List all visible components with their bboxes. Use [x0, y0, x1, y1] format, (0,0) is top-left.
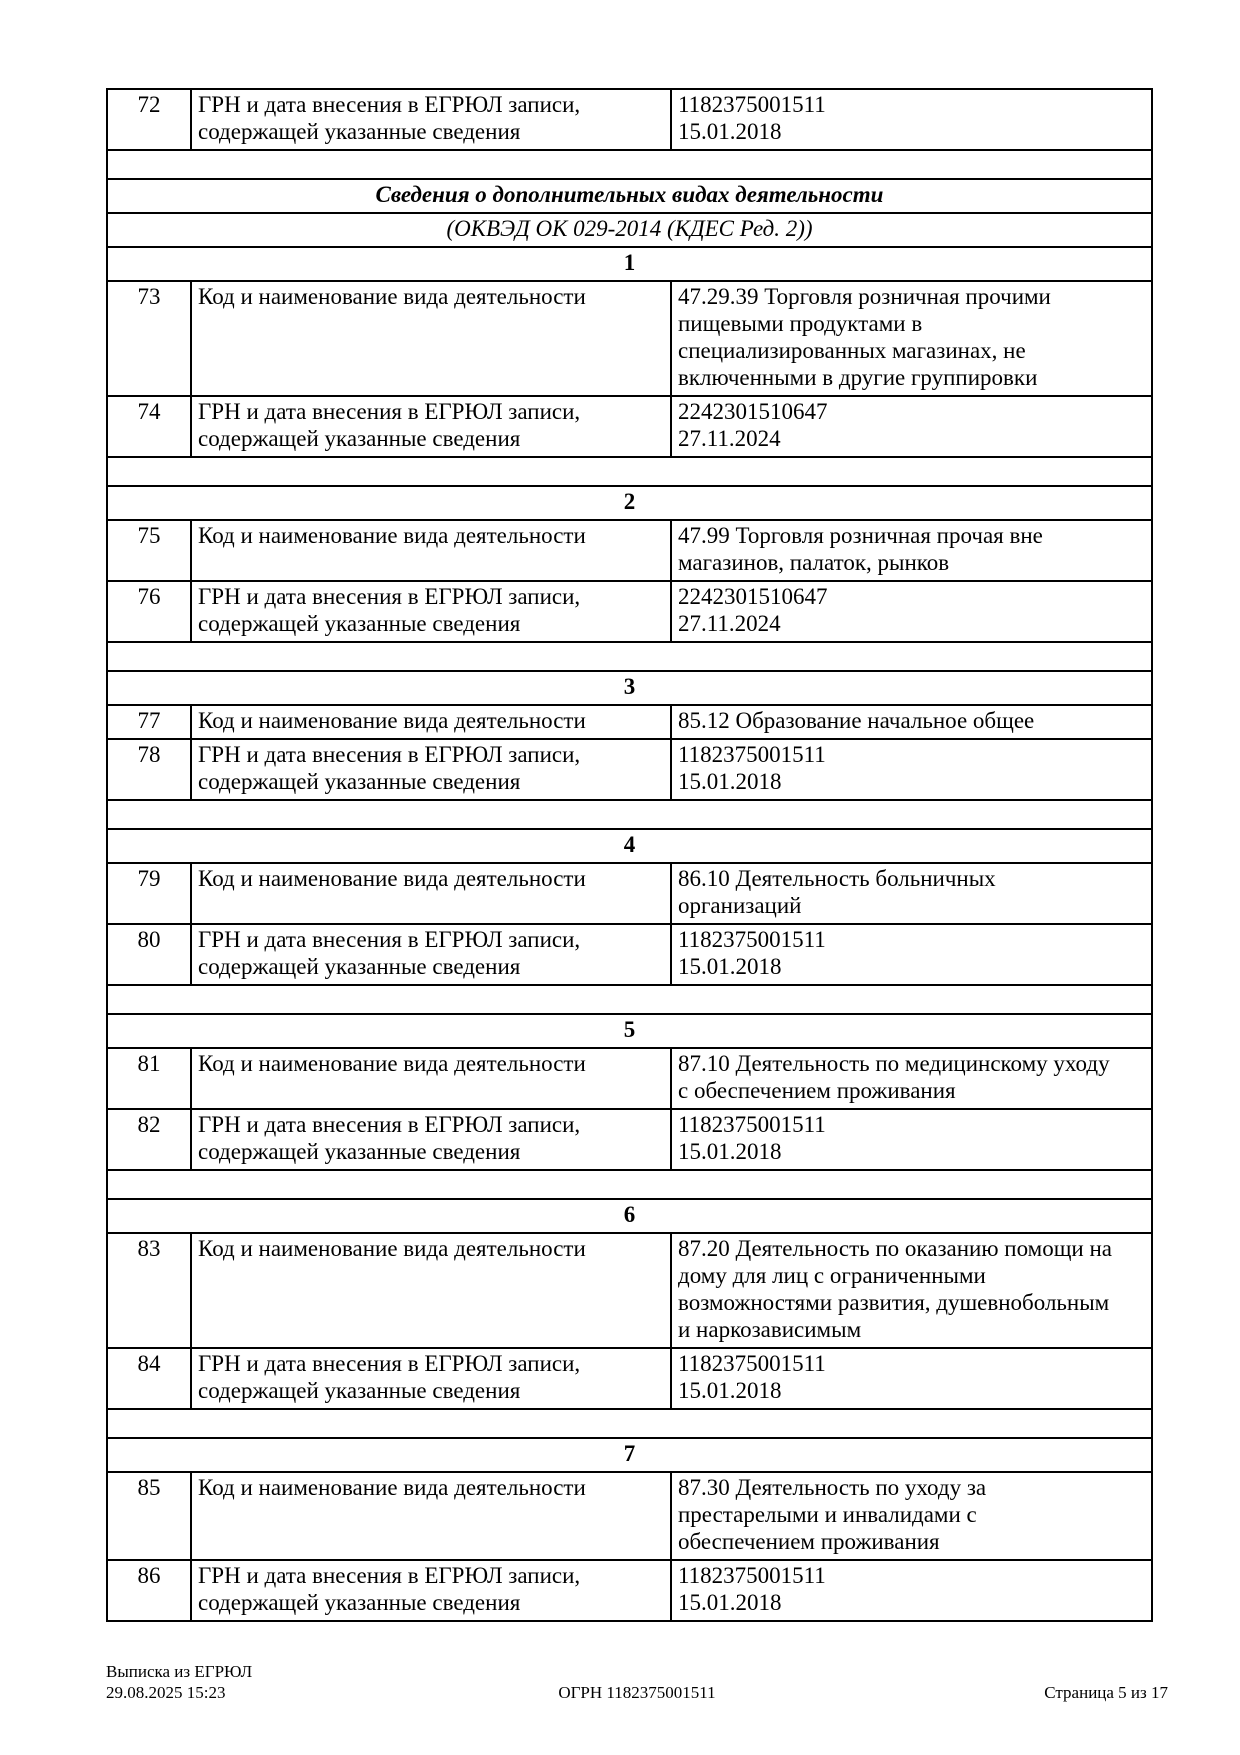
- row-value-line: 47.99 Торговля розничная прочая вне: [678, 523, 1043, 548]
- row-value: [671, 1472, 1152, 1560]
- row-number: 82: [107, 1109, 191, 1170]
- table-row: [107, 705, 1152, 739]
- row-value-line: 27.11.2024: [678, 611, 781, 636]
- row-value-line: 15.01.2018: [678, 954, 782, 979]
- section-number-header: 7: [107, 1438, 1152, 1472]
- row-value-line: и наркозависимым: [678, 1317, 862, 1342]
- table-row: [107, 520, 1152, 581]
- doc-section-title: Сведения о дополнительных видах деятельности: [107, 179, 1152, 213]
- row-value-line: с обеспечением проживания: [678, 1078, 956, 1103]
- table-row: [107, 1233, 1152, 1348]
- row-value: [671, 581, 1152, 642]
- row-value-line: 87.20 Деятельность по оказанию помощи на: [678, 1236, 1113, 1261]
- row-value-line: 15.01.2018: [678, 1590, 782, 1615]
- table-row: [107, 1109, 1152, 1170]
- row-number: 78: [107, 739, 191, 800]
- row-label: ГРН и дата внесения в ЕГРЮЛ записи, содержащей указанные сведения: [191, 581, 671, 642]
- row-label: Код и наименование вида деятельности: [191, 520, 671, 581]
- row-number: 85: [107, 1472, 191, 1560]
- doc-section-subtitle: (ОКВЭД ОК 029-2014 (КДЕС Ред. 2)): [107, 213, 1152, 247]
- row-value-line: 1182375001511: [678, 92, 826, 117]
- row-label: ГРН и дата внесения в ЕГРЮЛ записи, содержащей указанные сведения: [191, 924, 671, 985]
- footer-page-number: Страница 5 из 17: [1044, 1683, 1168, 1702]
- table-row: [107, 924, 1152, 985]
- footer-ogrn: ОГРН 1182375001511: [558, 1683, 716, 1702]
- section-number-header: 3: [107, 671, 1152, 705]
- spacer-row: [107, 1170, 1152, 1199]
- table-row: [107, 863, 1152, 924]
- footer-doc-type: Выписка из ЕГРЮЛ: [106, 1662, 253, 1681]
- row-value-line: включенными в другие группировки: [678, 365, 1038, 390]
- row-label: Код и наименование вида деятельности: [191, 1472, 671, 1560]
- row-value-line: пищевыми продуктами в: [678, 311, 923, 336]
- table-row: [107, 1560, 1152, 1621]
- row-value: [671, 1233, 1152, 1348]
- row-label: ГРН и дата внесения в ЕГРЮЛ записи, содержащей указанные сведения: [191, 396, 671, 457]
- row-value-line: 1182375001511: [678, 742, 826, 767]
- section-number-header: 5: [107, 1014, 1152, 1048]
- row-value-line: престарелыми и инвалидами с: [678, 1502, 977, 1527]
- row-value-line: 15.01.2018: [678, 119, 782, 144]
- row-value-line: специализированных магазинах, не: [678, 338, 1026, 363]
- spacer-row: [107, 800, 1152, 829]
- row-value-line: возможностями развития, душевнобольным: [678, 1290, 1110, 1315]
- table-row: [107, 581, 1152, 642]
- row-number: 86: [107, 1560, 191, 1621]
- section-number-header: 1: [107, 247, 1152, 281]
- row-number: 83: [107, 1233, 191, 1348]
- row-value: [671, 281, 1152, 396]
- row-label: Код и наименование вида деятельности: [191, 863, 671, 924]
- row-number: 80: [107, 924, 191, 985]
- row-label: ГРН и дата внесения в ЕГРЮЛ записи, содержащей указанные сведения: [191, 1348, 671, 1409]
- row-value: [671, 396, 1152, 457]
- row-value-line: 86.10 Деятельность больничных: [678, 866, 996, 891]
- row-number: 73: [107, 281, 191, 396]
- row-value-line: 15.01.2018: [678, 769, 782, 794]
- table-row: [107, 1472, 1152, 1560]
- row-value-line: 15.01.2018: [678, 1139, 782, 1164]
- table-row: [107, 396, 1152, 457]
- table-row: [107, 739, 1152, 800]
- row-label: ГРН и дата внесения в ЕГРЮЛ записи, содержащей указанные сведения: [191, 739, 671, 800]
- row-value-line: 1182375001511: [678, 1351, 826, 1376]
- row-number: 84: [107, 1348, 191, 1409]
- row-value: [671, 863, 1152, 924]
- row-label: Код и наименование вида деятельности: [191, 1048, 671, 1109]
- row-value-line: 87.10 Деятельность по медицинскому уходу: [678, 1051, 1110, 1076]
- page-footer: [106, 1661, 1168, 1703]
- row-value-line: 27.11.2024: [678, 426, 781, 451]
- table-row: [107, 281, 1152, 396]
- row-value-line: 1182375001511: [678, 927, 826, 952]
- row-value-line: 87.30 Деятельность по уходу за: [678, 1475, 987, 1500]
- row-value-line: обеспечением проживания: [678, 1529, 940, 1554]
- spacer-row: [107, 150, 1152, 179]
- row-number: 76: [107, 581, 191, 642]
- row-value-line: организаций: [678, 893, 802, 918]
- row-value: [671, 705, 1152, 739]
- row-label: Код и наименование вида деятельности: [191, 281, 671, 396]
- row-value: [671, 1560, 1152, 1621]
- row-value-line: 2242301510647: [678, 399, 828, 424]
- row-value: [671, 1048, 1152, 1109]
- row-number: 74: [107, 396, 191, 457]
- table-row: [107, 1048, 1152, 1109]
- egrul-extract-table: [106, 88, 1153, 1622]
- row-number: 75: [107, 520, 191, 581]
- row-number: 77: [107, 705, 191, 739]
- row-label: ГРН и дата внесения в ЕГРЮЛ записи, содержащей указанные сведения: [191, 1560, 671, 1621]
- row-label: ГРН и дата внесения в ЕГРЮЛ записи, содержащей указанные сведения: [191, 89, 671, 150]
- row-value-line: магазинов, палаток, рынков: [678, 550, 950, 575]
- row-number: 81: [107, 1048, 191, 1109]
- row-value: [671, 1348, 1152, 1409]
- row-value: [671, 520, 1152, 581]
- row-value-line: 47.29.39 Торговля розничная прочими: [678, 284, 1051, 309]
- spacer-row: [107, 457, 1152, 486]
- table-row: [107, 1348, 1152, 1409]
- footer-left: [106, 1661, 460, 1703]
- row-value-line: 1182375001511: [678, 1563, 826, 1588]
- row-value: [671, 89, 1152, 150]
- footer-datetime: 29.08.2025 15:23: [106, 1683, 226, 1702]
- row-value-line: 1182375001511: [678, 1112, 826, 1137]
- row-value: [671, 924, 1152, 985]
- row-value: [671, 1109, 1152, 1170]
- row-label: Код и наименование вида деятельности: [191, 1233, 671, 1348]
- section-number-header: 6: [107, 1199, 1152, 1233]
- spacer-row: [107, 1409, 1152, 1438]
- spacer-row: [107, 985, 1152, 1014]
- row-value-line: дому для лиц с ограниченными: [678, 1263, 986, 1288]
- section-number-header: 2: [107, 486, 1152, 520]
- row-label: Код и наименование вида деятельности: [191, 705, 671, 739]
- row-value-line: 15.01.2018: [678, 1378, 782, 1403]
- row-number: 79: [107, 863, 191, 924]
- row-value: [671, 739, 1152, 800]
- row-value-line: 85.12 Образование начальное общее: [678, 708, 1035, 733]
- row-label: ГРН и дата внесения в ЕГРЮЛ записи, содержащей указанные сведения: [191, 1109, 671, 1170]
- spacer-row: [107, 642, 1152, 671]
- section-number-header: 4: [107, 829, 1152, 863]
- table-row: [107, 89, 1152, 150]
- row-value-line: 2242301510647: [678, 584, 828, 609]
- row-number: 72: [107, 89, 191, 150]
